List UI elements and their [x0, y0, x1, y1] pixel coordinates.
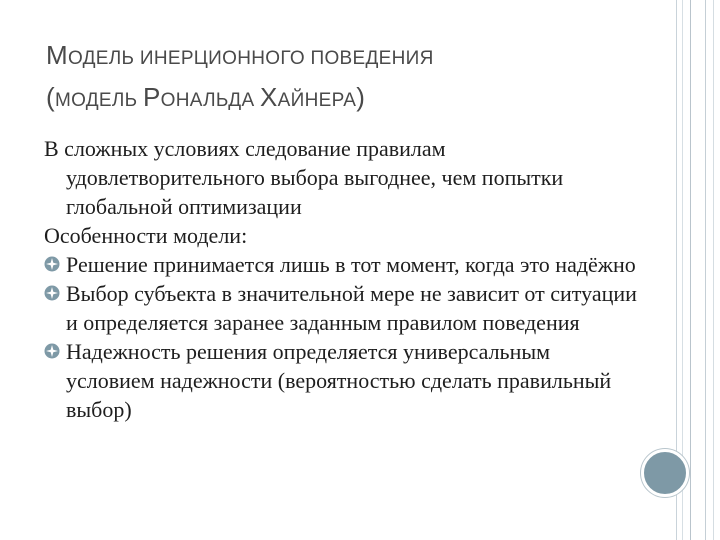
bullet-item: [44, 279, 644, 337]
title-initial: Р: [143, 82, 161, 112]
title-line-1: [46, 36, 646, 78]
intro-paragraph: В сложных условиях следование правилам удовлетворительного выбора выгоднее, чем попытки глобальной оптимизации: [44, 136, 564, 219]
title-text: ОНАЛЬДА: [160, 90, 261, 111]
decor-stripe: [690, 0, 691, 540]
bullet-text: Надежность решения определяется универсальным условием надежности (вероятностью сделать правильный выбор): [66, 339, 612, 422]
decor-circle: [641, 449, 689, 497]
title-paren-close: ): [356, 82, 366, 112]
features-label: Особенности модели:: [44, 223, 248, 248]
title-text: ОДЕЛЬ ИНЕРЦИОННОГО ПОВЕДЕНИЯ: [67, 48, 434, 69]
compass-star-icon: [44, 343, 60, 359]
title-initial: М: [46, 40, 68, 70]
title-text: МОДЕЛЬ: [54, 90, 144, 111]
bullet-item: [44, 337, 644, 424]
bullet-item: [44, 250, 644, 279]
slide-body: [44, 134, 644, 424]
compass-star-icon: [44, 256, 60, 272]
title-text: АЙНЕРА: [277, 90, 357, 111]
bullet-text: Решение принимается лишь в тот момент, когда это надёжно: [66, 252, 636, 277]
bullet-text: Выбор субъекта в значительной мере не зависит от ситуации и определяется заранее заданным правилом поведения: [66, 281, 637, 335]
title-paren-open: (: [46, 82, 55, 112]
decor-stripe: [705, 0, 706, 540]
title-line-2: [46, 78, 646, 120]
slide-title: [46, 36, 646, 120]
title-initial: Х: [260, 82, 278, 112]
compass-star-icon: [44, 285, 60, 301]
decor-stripe: [713, 0, 714, 540]
